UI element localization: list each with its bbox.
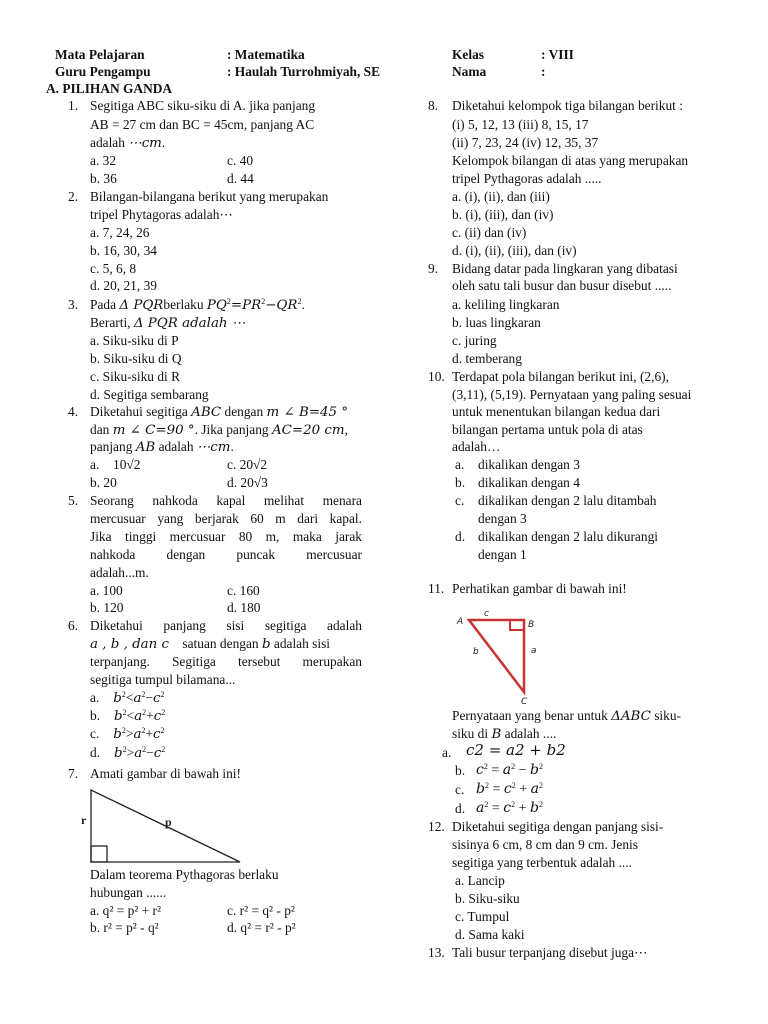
option-a[interactable]: c2 = a2 + b2 [466, 741, 566, 759]
question-text: oleh satu tali busur dan busur disebut ..... [452, 278, 672, 293]
question-text: segitiga yang terbentuk adalah .... [452, 855, 632, 870]
question-text: Pernyataan yang benar untuk ΔABC siku- [452, 708, 681, 724]
option-d[interactable]: d. 20√3 [227, 475, 268, 490]
subject-value: : Matematika [227, 47, 305, 62]
question-text: Diketahui panjang sisi segitiga adalah [90, 618, 362, 633]
option-d[interactable]: d. 20, 21, 39 [90, 278, 157, 293]
question-number: 12. [428, 819, 445, 834]
option-b[interactable]: b. (i), (iii), dan (iv) [452, 207, 554, 222]
option-c[interactable]: dikalikan dengan 2 lalu ditambah [478, 493, 657, 508]
option-a[interactable]: a. Lancip [455, 873, 505, 888]
option-a[interactable]: a. 100 [90, 583, 123, 598]
question-text: hubungan ...... [90, 885, 167, 900]
question-text: Tali busur terpanjang disebut juga⋯ [452, 945, 648, 960]
section-title: A. PILIHAN GANDA [46, 81, 173, 96]
question-text: Jika tinggi mercusuar 80 m, maka jarak [90, 529, 362, 544]
option-d[interactable]: d. (i), (ii), (iii), dan (iv) [452, 243, 577, 258]
option-d[interactable]: d. Sama kaki [455, 927, 525, 942]
question-text: adalah… [452, 439, 501, 454]
question-number: 4. [68, 404, 79, 419]
question-text: AB = 27 cm dan BC = 45cm, panjang AC [90, 117, 315, 132]
question-text: Diketahui segitiga ABC dengan m ∠ B=45 ° [90, 404, 349, 420]
option-b[interactable]: $c^2 = a^2 - b^2$ [476, 762, 543, 778]
option-c[interactable]: c. $b^2>a^2+c^2$ [90, 726, 165, 742]
option-c-label: c. [455, 782, 465, 797]
option-d[interactable]: $a^2 = c^2 + b^2$ [476, 800, 543, 816]
right-angle-marker [510, 620, 524, 630]
question-text: a , b , dan c satuan dengan b adalah sisi [90, 636, 331, 652]
option-b[interactable]: dikalikan dengan 4 [478, 475, 580, 490]
question-text: Bilangan-bilangana berikut yang merupakan [90, 189, 329, 204]
option-a[interactable]: a. (i), (ii), dan (iii) [452, 189, 550, 204]
option-a-label: a. [442, 745, 452, 760]
vertex-label-b: B [528, 620, 535, 630]
option-a[interactable]: 10√2 [113, 457, 141, 472]
question-number: 10. [428, 369, 445, 384]
question-text: Bidang datar pada lingkaran yang dibatasi [452, 261, 678, 276]
name-label: Nama [452, 64, 487, 79]
question-text: Seorang nahkoda kapal melihat menara [90, 493, 362, 508]
option-d[interactable]: d. 180 [227, 600, 261, 615]
question-text: Diketahui kelompok tiga bilangan berikut : [452, 98, 683, 113]
option-d-label: d. [455, 801, 466, 816]
question-number: 13. [428, 945, 445, 960]
option-b[interactable]: b. 36 [90, 171, 117, 186]
option-a[interactable]: a. q² = p² + r² [90, 903, 162, 918]
option-c[interactable]: c. Siku-siku di R [90, 369, 181, 384]
question-text: segitiga tumpul bilamana... [90, 672, 236, 687]
side-label-p: p [165, 815, 172, 829]
right-angle-marker [91, 846, 107, 862]
question-text: (3,11), (5,19). Pernyataan yang paling sesuai [452, 387, 692, 402]
question-text: Berarti, Δ PQR adalah ⋯ [90, 315, 246, 331]
option-d[interactable]: d. Segitiga sembarang [90, 387, 209, 402]
question-text: adalah ⋯cm. [90, 135, 166, 151]
option-d[interactable]: d. q² = r² - p² [227, 920, 296, 935]
question-text: terpanjang. Segitiga tersebut merupakan [90, 654, 362, 669]
side-label-b: b [473, 647, 479, 657]
question-text: Perhatikan gambar di bawah ini! [452, 581, 627, 596]
option-c[interactable]: c. 40 [227, 153, 254, 168]
option-b[interactable]: b. $b^2<a^2+c^2$ [90, 708, 166, 724]
option-b[interactable]: b. Siku-siku di Q [90, 351, 182, 366]
option-a[interactable]: a. 32 [90, 153, 117, 168]
subject-label: Mata Pelajaran [55, 47, 145, 62]
option-c[interactable]: c. 160 [227, 583, 260, 598]
option-d-label: d. [455, 529, 466, 544]
question-number: 3. [68, 297, 79, 312]
option-a[interactable]: dikalikan dengan 3 [478, 457, 580, 472]
option-a-label: a. [455, 457, 465, 472]
option-a-label: a. [90, 457, 100, 472]
option-c[interactable]: c. Tumpul [455, 909, 510, 924]
question-text: Segitiga ABC siku-siku di A. jika panjang [90, 98, 316, 113]
side-label-c: c [484, 609, 489, 619]
option-b[interactable]: b. r² = p² - q² [90, 920, 159, 935]
question-number: 6. [68, 618, 79, 633]
triangle-abc-figure [452, 606, 552, 706]
option-b[interactable]: b. 120 [90, 600, 124, 615]
teacher-value: : Haulah Turrohmiyah, SE [227, 64, 381, 79]
question-text: siku di B adalah .... [452, 726, 557, 742]
question-text: tripel Phytagoras adalah⋯ [90, 207, 233, 222]
question-text: mercusuar yang berjarak 60 m dari kapal. [90, 511, 362, 526]
right-triangle-figure [78, 786, 248, 866]
question-text: Dalam teorema Pythagoras berlaku [90, 867, 279, 882]
question-text: dan m ∠ C=90 °. Jika panjang AC=20 cm, [90, 422, 348, 438]
option-b[interactable]: b. 20 [90, 475, 117, 490]
question-number: 11. [428, 581, 445, 596]
question-text: Amati gambar di bawah ini! [90, 766, 241, 781]
question-text: nahkoda dengan puncak mercusuar [90, 547, 362, 562]
question-number: 1. [68, 98, 79, 113]
question-text: Kelompok bilangan di atas yang merupakan [452, 153, 689, 168]
question-text: tripel Pythagoras adalah ..... [452, 171, 602, 186]
question-number: 9. [428, 261, 439, 276]
option-c-continued[interactable]: dengan 3 [478, 511, 527, 526]
option-d[interactable]: d. $b^2>a^2-c^2$ [90, 745, 166, 761]
option-a[interactable]: a. $b^2<a^2-c^2$ [90, 690, 165, 706]
option-c[interactable]: c. 5, 6, 8 [90, 261, 137, 276]
option-a[interactable]: a. Siku-siku di P [90, 333, 179, 348]
option-b[interactable]: b. Siku-siku [455, 891, 520, 906]
question-text: sisinya 6 cm, 8 cm dan 9 cm. Jenis [452, 837, 638, 852]
question-number: 2. [68, 189, 79, 204]
option-c-label: c. [455, 493, 465, 508]
question-text: Pada Δ PQRberlaku $PQ^2=PR^2-QR^2$. [90, 297, 305, 313]
class-value: : VIII [541, 47, 574, 62]
option-c[interactable]: c. 20√2 [227, 457, 268, 472]
option-d[interactable]: d. 44 [227, 171, 254, 186]
option-a[interactable]: a. 7, 24, 26 [90, 225, 150, 240]
side-label-r: r [81, 813, 87, 827]
question-text: Diketahui segitiga dengan panjang sisi- [452, 819, 664, 834]
option-d-continued[interactable]: dengan 1 [478, 547, 527, 562]
question-text: Terdapat pola bilangan berikut ini, (2,6), [452, 369, 669, 384]
class-label: Kelas [452, 47, 484, 62]
teacher-label: Guru Pengampu [55, 64, 151, 79]
question-text: (i) 5, 12, 13 (iii) 8, 15, 17 [452, 117, 589, 132]
option-c[interactable]: c. r² = q² - p² [227, 903, 295, 918]
option-b-label: b. [455, 475, 466, 490]
question-number: 8. [428, 98, 439, 113]
question-text: untuk menentukan bilangan kedua dari [452, 404, 661, 419]
question-text: (ii) 7, 23, 24 (iv) 12, 35, 37 [452, 135, 599, 150]
question-text: bilangan pertama untuk pola di atas [452, 422, 643, 437]
option-c[interactable]: c. juring [452, 333, 497, 348]
option-b[interactable]: b. luas lingkaran [452, 315, 541, 330]
vertex-label-c: C [521, 697, 528, 706]
option-b-label: b. [455, 763, 466, 778]
option-b[interactable]: b. 16, 30, 34 [90, 243, 157, 258]
vertex-label-a: A [457, 617, 464, 627]
question-number: 7. [68, 766, 79, 781]
option-d[interactable]: d. temberang [452, 351, 522, 366]
side-label-a: a [531, 646, 537, 656]
option-c[interactable]: c. (ii) dan (iv) [452, 225, 527, 240]
question-number: 5. [68, 493, 79, 508]
option-a[interactable]: a. keliling lingkaran [452, 297, 560, 312]
question-text: adalah...m. [90, 565, 149, 580]
option-d[interactable]: dikalikan dengan 2 lalu dikurangi [478, 529, 658, 544]
option-c[interactable]: $b^2 = c^2 + a^2$ [476, 781, 543, 797]
name-value: : [541, 64, 546, 79]
question-text: panjang AB adalah ⋯cm. [90, 439, 234, 455]
